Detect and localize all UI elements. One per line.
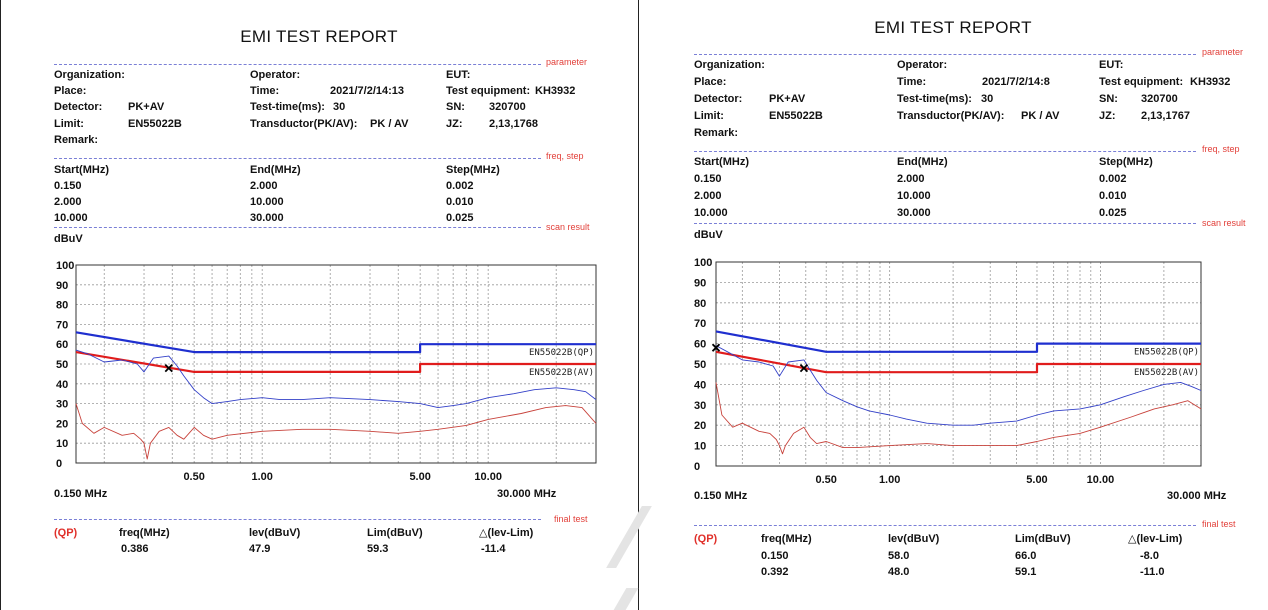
y-unit-label: dBuV [54, 233, 83, 245]
test-time-label: Test-time(ms): [897, 93, 972, 105]
eut-label: EUT: [446, 69, 471, 81]
y-tick-label: 80 [56, 299, 69, 312]
detector-label: Detector: [694, 93, 743, 105]
final-mode: (QP) [54, 527, 78, 539]
section-final-test: final test [554, 514, 588, 524]
place-label: Place: [694, 76, 727, 88]
final-cell: 0.392 [761, 566, 789, 578]
limit-line-label: EN55022B(QP) [1133, 347, 1199, 358]
y-tick-label: 60 [694, 338, 707, 351]
final-header-lim: Lim(dBuV) [367, 527, 423, 539]
equipment-value: KH3932 [1190, 76, 1231, 88]
transductor-value: PK / AV [1021, 110, 1060, 122]
detector-value: PK+AV [128, 101, 165, 113]
organization-label: Organization: [694, 59, 765, 71]
place-label: Place: [54, 85, 87, 97]
limit-line [76, 332, 596, 352]
scan-trace [716, 346, 1201, 426]
y-tick-label: 0 [694, 461, 701, 473]
freq-header-end: End(MHz) [897, 156, 948, 168]
test-time-value: 30 [333, 101, 346, 113]
scan-trace [76, 350, 596, 408]
freq-header-end: End(MHz) [250, 164, 301, 176]
detector-label: Detector: [54, 101, 103, 113]
x-tick-label: 5.00 [409, 471, 431, 483]
final-header-lev: lev(dBuV) [249, 527, 301, 539]
time-value: 2021/7/2/14:8 [982, 76, 1050, 88]
y-tick-label: 30 [694, 399, 707, 412]
y-tick-label: 90 [56, 279, 69, 292]
limit-label: Limit: [54, 118, 84, 130]
report-title: EMI TEST REPORT [240, 27, 398, 46]
equipment-label: Test equipment: [1099, 76, 1184, 88]
section-freq-step: freq, step [546, 151, 584, 161]
freq-header-start: Start(MHz) [694, 156, 749, 168]
eut-label: EUT: [1099, 59, 1124, 71]
final-cell: 58.0 [888, 550, 910, 562]
freq-cell: 0.025 [1099, 207, 1127, 219]
divider [694, 223, 1196, 224]
x-tick-label: 1.00 [878, 474, 901, 486]
freq-start-label: 0.150 MHz [54, 488, 108, 500]
equipment-value: KH3932 [535, 85, 576, 97]
final-header-delta: △(lev-Lim) [1128, 533, 1183, 545]
divider [694, 151, 1196, 152]
y-tick-label: 20 [694, 420, 707, 433]
divider [694, 525, 1196, 526]
limit-label: Limit: [694, 110, 724, 122]
organization-label: Organization: [54, 69, 125, 81]
freq-cell: 0.002 [1099, 173, 1127, 185]
y-tick-label: 70 [694, 318, 707, 331]
jz-label: JZ: [446, 118, 463, 130]
freq-end-label: 30.000 MHz [497, 488, 557, 500]
time-value: 2021/7/2/14:13 [330, 85, 405, 97]
x-tick-label: 1.00 [251, 471, 273, 483]
jz-value: 2,13,1768 [489, 118, 538, 130]
y-tick-label: 60 [56, 339, 69, 352]
section-scan-result: scan result [1202, 218, 1246, 228]
freq-cell: 10.000 [250, 196, 284, 208]
final-cell: 47.9 [249, 543, 271, 555]
transductor-value: PK / AV [370, 118, 409, 130]
equipment-label: Test equipment: [446, 85, 531, 97]
freq-cell: 2.000 [694, 190, 722, 202]
limit-value: EN55022B [128, 118, 182, 130]
x-tick-label: 10.00 [474, 471, 502, 483]
limit-line-label: EN55022B(QP) [528, 348, 594, 359]
freq-cell: 0.150 [694, 173, 722, 185]
detector-value: PK+AV [769, 93, 806, 105]
final-cell: -11.4 [481, 543, 506, 555]
section-scan-result: scan result [546, 222, 590, 232]
final-cell: 66.0 [1015, 550, 1037, 562]
test-time-label: Test-time(ms): [250, 101, 325, 113]
final-cell: 48.0 [888, 566, 910, 578]
limit-line-label: EN55022B(AV) [528, 368, 594, 378]
divider [54, 519, 541, 520]
section-parameter: parameter [546, 57, 588, 67]
divider [54, 227, 541, 228]
freq-cell: 10.000 [694, 207, 728, 219]
scan-trace [716, 382, 1201, 453]
scan-trace [76, 404, 596, 459]
freq-cell: 10.000 [897, 190, 931, 202]
final-header-lev: lev(dBuV) [888, 533, 940, 545]
freq-cell: 0.150 [54, 180, 82, 192]
final-mode: (QP) [694, 533, 718, 545]
y-tick-label: 50 [56, 359, 69, 371]
sn-value: 320700 [489, 101, 526, 113]
jz-value: 2,13,1767 [1141, 110, 1190, 122]
y-tick-label: 10 [694, 440, 707, 453]
final-header-freq: freq(MHz) [761, 533, 812, 545]
time-label: Time: [250, 85, 280, 97]
sn-label: SN: [1099, 93, 1118, 105]
test-time-value: 30 [981, 93, 994, 105]
freq-cell: 30.000 [897, 207, 931, 219]
freq-start-label: 0.150 MHz [694, 490, 748, 502]
freq-cell: 0.002 [446, 180, 474, 192]
y-tick-label: 40 [694, 379, 707, 392]
sn-label: SN: [446, 101, 465, 113]
final-cell: -8.0 [1140, 550, 1159, 562]
x-tick-label: 5.00 [1026, 474, 1048, 486]
y-tick-label: 100 [56, 260, 75, 272]
operator-label: Operator: [897, 59, 948, 71]
y-tick-label: 80 [694, 297, 707, 310]
emi-chart-1 [52, 259, 594, 487]
y-unit-label: dBuV [694, 229, 723, 241]
freq-cell: 2.000 [250, 180, 278, 192]
final-header-lim: Lim(dBuV) [1015, 533, 1071, 545]
emi-chart-2 [690, 256, 1205, 488]
time-label: Time: [897, 76, 927, 88]
jz-label: JZ: [1099, 110, 1116, 122]
operator-label: Operator: [250, 69, 301, 81]
section-parameter: parameter [1202, 47, 1244, 57]
transductor-label: Transductor(PK/AV): [897, 110, 1005, 122]
freq-header-step: Step(MHz) [1099, 156, 1153, 168]
final-cell: 0.150 [761, 550, 789, 562]
final-cell: 0.386 [121, 543, 149, 555]
freq-cell: 2.000 [897, 173, 925, 185]
limit-value: EN55022B [769, 110, 823, 122]
final-header-delta: △(lev-Lim) [479, 527, 534, 539]
limit-line [716, 331, 1201, 351]
freq-cell: 30.000 [250, 212, 284, 224]
x-tick-label: 0.50 [183, 471, 205, 483]
y-tick-label: 50 [694, 359, 707, 371]
freq-cell: 10.000 [54, 212, 88, 224]
y-tick-label: 0 [56, 458, 63, 470]
freq-cell: 0.010 [1099, 190, 1127, 202]
final-header-freq: freq(MHz) [119, 527, 170, 539]
freq-header-step: Step(MHz) [446, 164, 500, 176]
divider [54, 64, 541, 65]
x-tick-label: 0.50 [815, 474, 837, 486]
freq-end-label: 30.000 MHz [1167, 490, 1227, 502]
freq-cell: 2.000 [54, 196, 82, 208]
limit-line [76, 352, 596, 372]
limit-line-label: EN55022B(AV) [1133, 368, 1199, 378]
remark-label: Remark: [694, 127, 739, 139]
remark-label: Remark: [54, 134, 99, 146]
section-freq-step: freq, step [1202, 144, 1240, 154]
y-tick-label: 40 [56, 378, 69, 391]
freq-header-start: Start(MHz) [54, 164, 109, 176]
y-tick-label: 20 [56, 418, 69, 431]
report-2 [638, 0, 1268, 610]
divider [694, 54, 1196, 55]
y-tick-label: 90 [694, 277, 707, 290]
transductor-label: Transductor(PK/AV): [250, 118, 358, 130]
y-tick-label: 70 [56, 319, 69, 332]
freq-cell: 0.025 [446, 212, 474, 224]
y-tick-label: 10 [56, 438, 69, 451]
sn-value: 320700 [1141, 93, 1178, 105]
final-cell: 59.3 [367, 543, 389, 555]
final-cell: -11.0 [1140, 566, 1165, 578]
y-tick-label: 100 [694, 257, 713, 269]
report-title: EMI TEST REPORT [874, 18, 1032, 37]
y-tick-label: 30 [56, 398, 69, 411]
section-final-test: final test [1202, 519, 1236, 529]
final-cell: 59.1 [1015, 566, 1037, 578]
divider [54, 158, 541, 159]
freq-cell: 0.010 [446, 196, 474, 208]
x-tick-label: 10.00 [1086, 474, 1115, 486]
